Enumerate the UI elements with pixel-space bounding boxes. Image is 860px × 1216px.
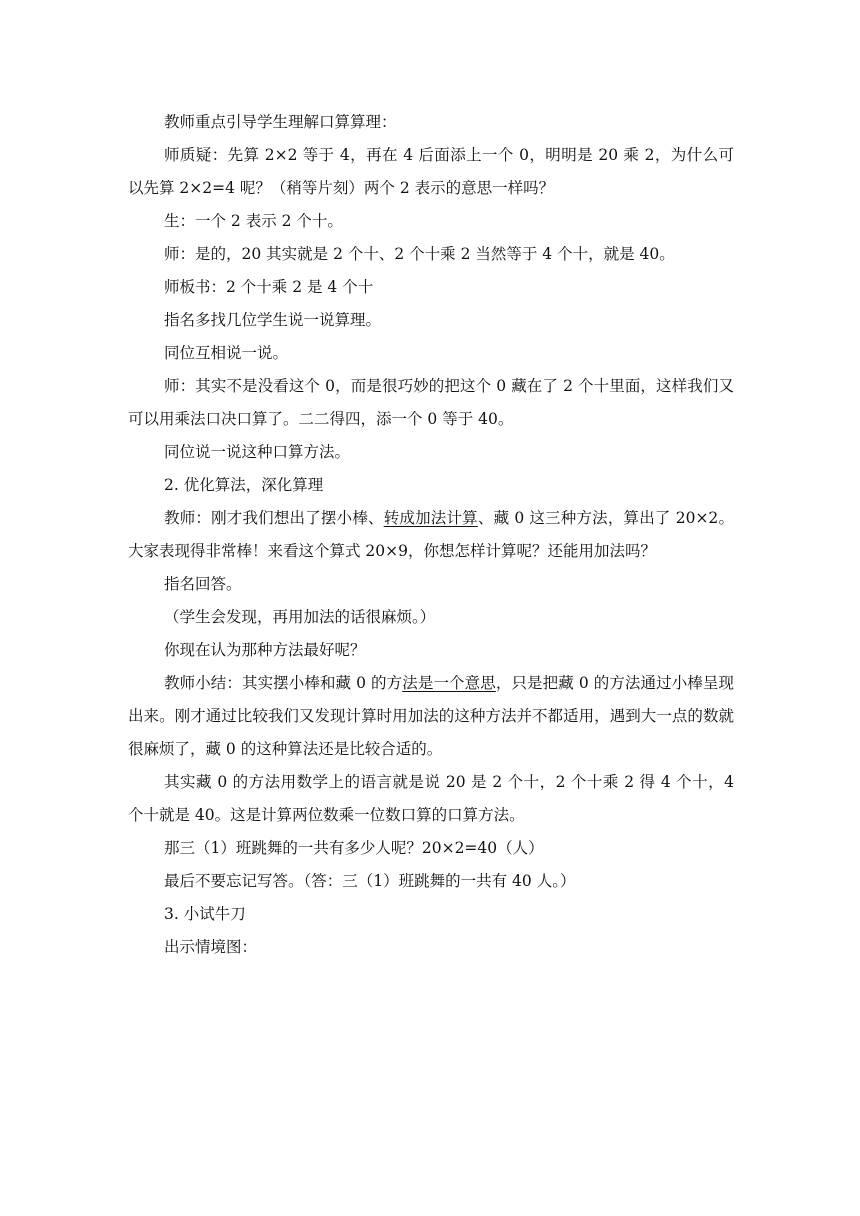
paragraph: 师：其实不是没看这个 0，而是很巧妙的把这个 0 藏在了 2 个十里面，这样我们又可以用乘法口决口算了。二二得四，添一个 0 等于 40。 <box>128 377 734 428</box>
paragraph: 同位说一说这种口算方法。 <box>164 443 351 461</box>
paragraph: 出示情境图： <box>164 938 258 956</box>
document-body <box>128 106 734 964</box>
paragraph: 指名多找几位学生说一说算理。 <box>164 311 382 329</box>
paragraph: 师板书：2 个十乘 2 是 4 个十 <box>164 278 374 296</box>
paragraph: 你现在认为那种方法最好呢？ <box>164 641 366 659</box>
paragraph: 同位互相说一说。 <box>164 344 289 362</box>
paragraph: 指名回答。 <box>164 575 242 593</box>
paragraph: （学生会发现，再用加法的话很麻烦。） <box>164 608 436 626</box>
paragraph: 其实藏 0 的方法用数学上的语言就是说 20 是 2 个十，2 个十乘 2 得 4 个十，4 个十就是 40。这是计算两位数乘一位数口算的口算方法。 <box>128 773 734 824</box>
paragraph: 最后不要忘记写答。（答：三（1）班跳舞的一共有 40 人。） <box>164 872 576 890</box>
paragraph: 师：是的，20 其实就是 2 个十、2 个十乘 2 当然等于 4 个十，就是 40。 <box>164 245 675 263</box>
text-run: 教师：刚才我们想出了摆小棒、 <box>164 509 384 527</box>
paragraph <box>128 502 734 568</box>
paragraph: 教师重点引导学生理解口算算理： <box>164 113 397 131</box>
section-heading: 2. 优化算法，深化算理 <box>164 476 324 494</box>
text-run: 教师小结：其实摆小棒和藏 0 的方 <box>164 674 403 692</box>
paragraph: 生：一个 2 表示 2 个十。 <box>164 212 343 230</box>
paragraph: 师质疑：先算 2×2 等于 4，再在 4 后面添上一个 0，明明是 20 乘 2，为什么可以先算 2×2=4 呢？（稍等片刻）两个 2 表示的意思一样吗？ <box>128 146 734 197</box>
text-run: ，只是把藏 0 的方法通过小棒呈现出来。刚才通过比较我们又发现计算时用加法的这种方法并不都适用，遇到大一点的数就很麻烦了，藏 0 的这种算法还是比较合适的。 <box>128 674 734 758</box>
paragraph: 那三（1）班跳舞的一共有多少人呢？20×2=40（人） <box>164 839 544 857</box>
underlined-text: 转成加法计算 <box>383 509 478 527</box>
text-run: 、藏 0 这三种方法，算出了 20×2。大家表现得非常棒！来看这个算式 20×9，你想怎样计算呢？还能用加法吗？ <box>128 509 734 560</box>
section-heading: 3. 小试牛刀 <box>164 905 246 923</box>
paragraph <box>128 667 734 766</box>
underlined-text: 法是一个意思 <box>402 674 496 692</box>
